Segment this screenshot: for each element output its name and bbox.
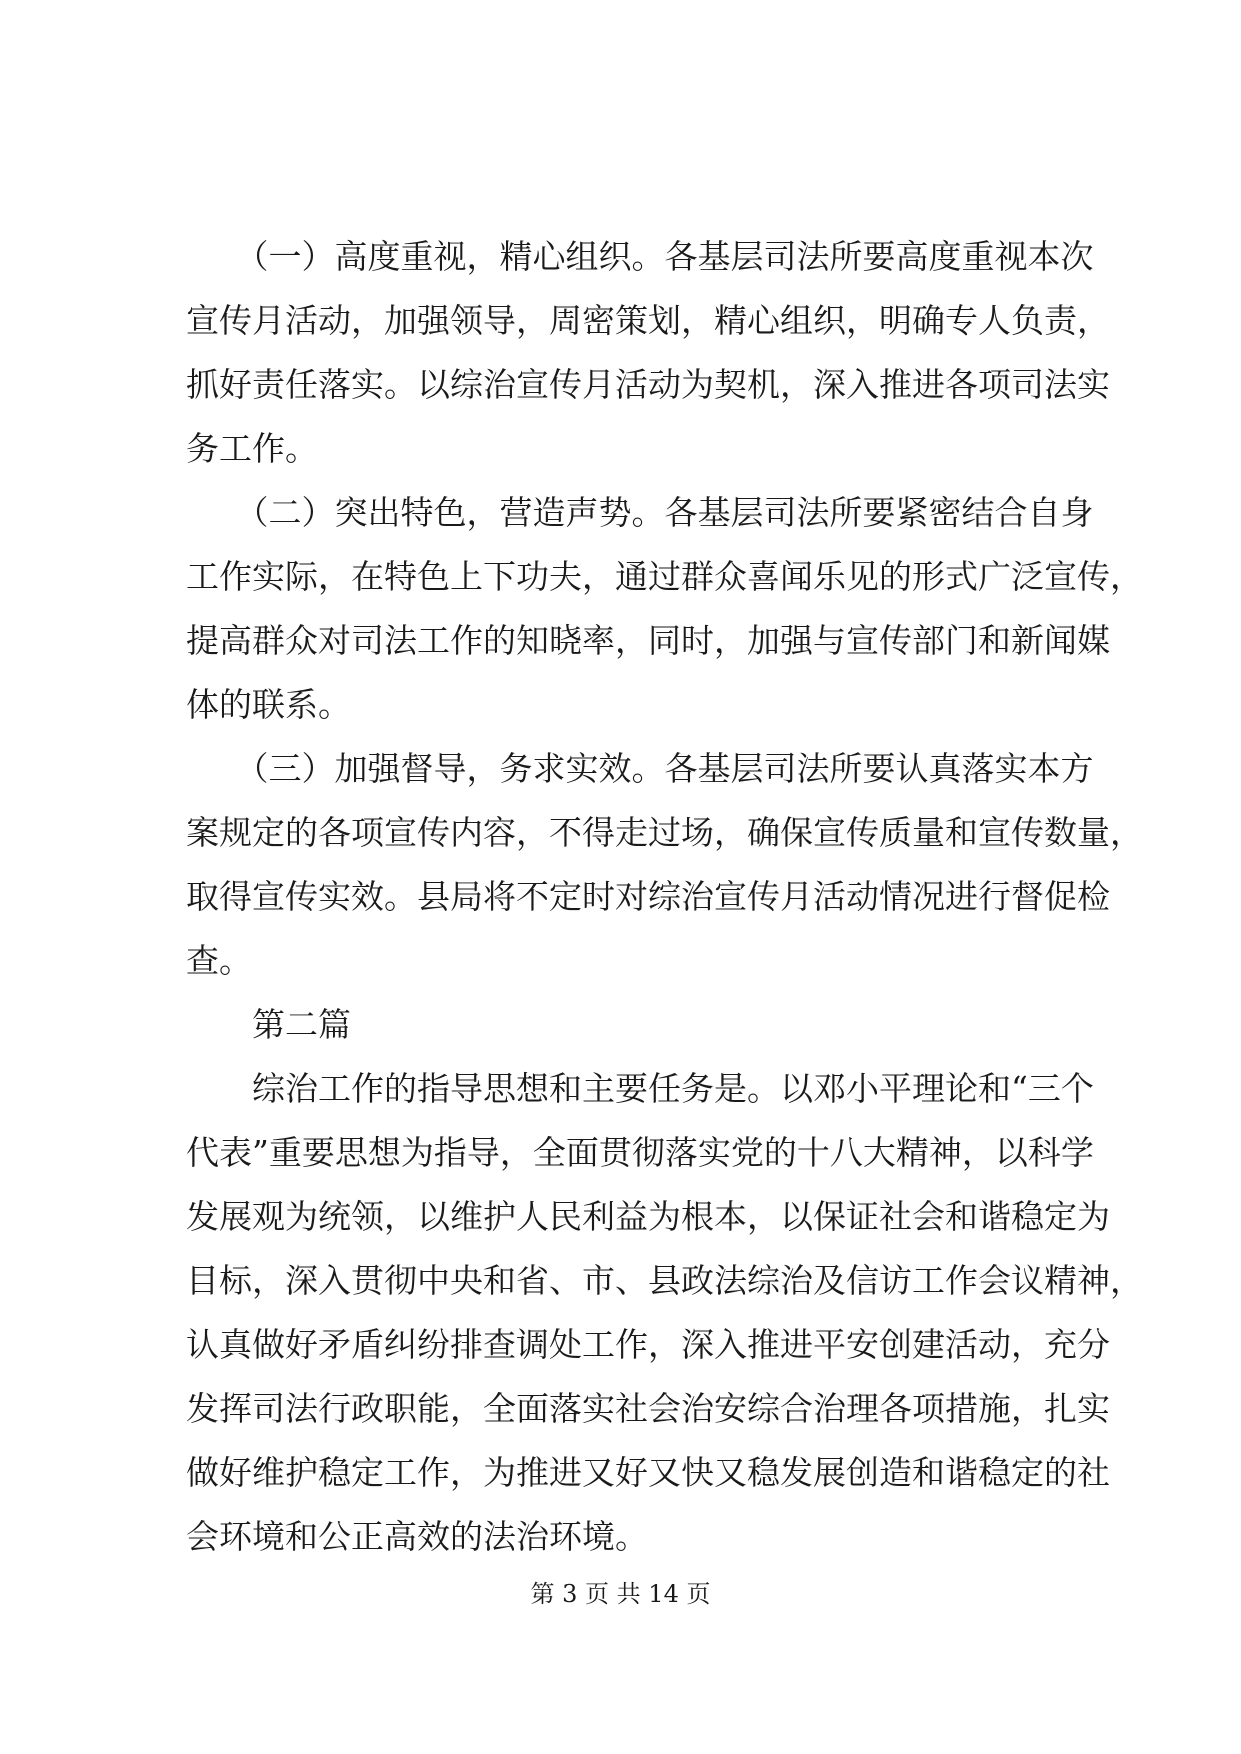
paragraph-5-line-5: 认真做好矛盾纠纷排查调处工作，深入推进平安创建活动，充分: [186, 1325, 1110, 1364]
paragraph-3-line-3: 取得宣传实效。县局将不定时对综治宣传月活动情况进行督促检: [186, 877, 1110, 916]
paragraph-3-line-1: （三）加强督导，务求实效。各基层司法所要认真落实本方: [186, 749, 1094, 788]
paragraph-1-line-2: 宣传月活动，加强领导，周密策划，精心组织，明确专人负责，: [186, 301, 1110, 340]
paragraph-2-line-4: 体的联系。: [186, 685, 351, 724]
paragraph-2-line-2: 工作实际，在特色上下功夫，通过群众喜闻乐见的形式广泛宣传，: [186, 557, 1143, 596]
paragraph-2-line-1: （二）突出特色，营造声势。各基层司法所要紧密结合自身: [186, 493, 1094, 532]
paragraph-5-line-6: 发挥司法行政职能，全面落实社会治安综合治理各项措施，扎实: [186, 1389, 1110, 1428]
paragraph-2-line-3: 提高群众对司法工作的知晓率，同时，加强与宣传部门和新闻媒: [186, 621, 1110, 660]
paragraph-1-line-4: 务工作。: [186, 429, 318, 468]
paragraph-5-line-3: 发展观为统领，以维护人民利益为根本，以保证社会和谐稳定为: [186, 1197, 1110, 1236]
paragraph-3-line-4: 查。: [186, 941, 252, 980]
document-body: [186, 225, 1143, 1569]
paragraph-1-line-3: 抓好责任落实。以综治宣传月活动为契机，深入推进各项司法实: [186, 365, 1110, 404]
paragraph-5-line-8: 会环境和公正高效的法治环境。: [186, 1517, 648, 1556]
page-number-footer: 第 3 页 共 14 页: [530, 1580, 711, 1608]
paragraph-5-line-1: 综治工作的指导思想和主要任务是。以邓小平理论和“三个: [186, 1069, 1094, 1108]
paragraph-1-line-1: （一）高度重视，精心组织。各基层司法所要高度重视本次: [186, 237, 1094, 276]
paragraph-3-line-2: 案规定的各项宣传内容，不得走过场，确保宣传质量和宣传数量，: [186, 813, 1143, 852]
paragraph-5-line-4: 目标，深入贯彻中央和省、市、县政法综治及信访工作会议精神，: [186, 1261, 1143, 1300]
paragraph-5-line-7: 做好维护稳定工作，为推进又好又快又稳发展创造和谐稳定的社: [186, 1453, 1110, 1492]
paragraph-5-line-2: 代表”重要思想为指导，全面贯彻落实党的十八大精神，以科学: [186, 1133, 1094, 1172]
section-heading: 第二篇: [186, 1005, 351, 1044]
